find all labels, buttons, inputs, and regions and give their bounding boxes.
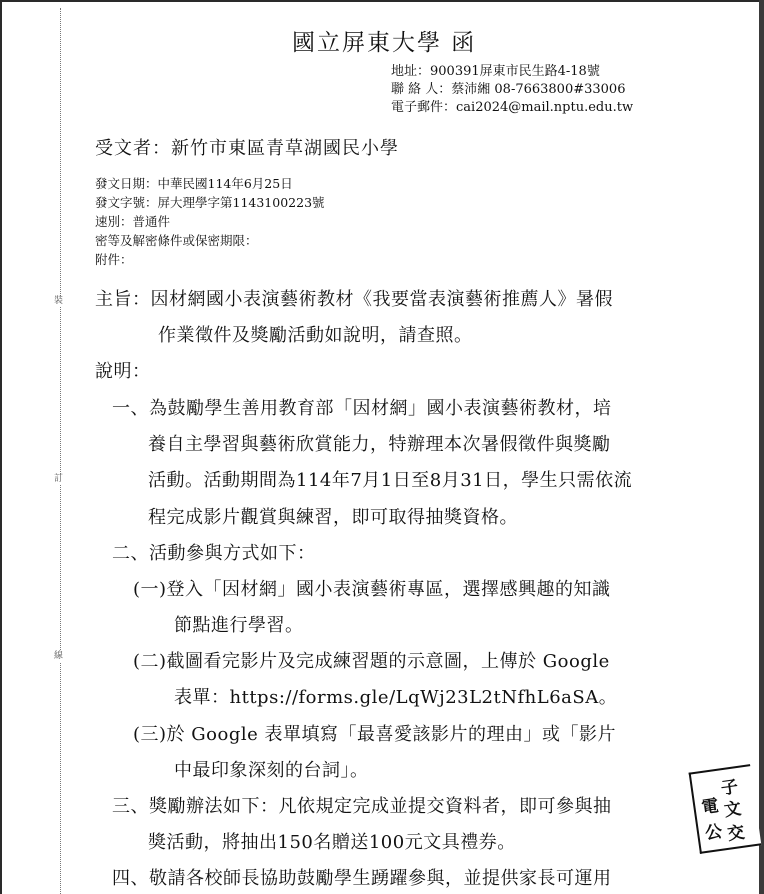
subitem-1-line-1: (一)登入「因材網」國小表演藝術專區，選擇感興趣的知識	[133, 579, 611, 600]
item-3-line-1: 三、獎勵辦法如下：凡依規定完成並提交資料者，即可參與抽	[112, 796, 612, 817]
item-2-heading: 二、活動參與方式如下：	[112, 543, 316, 564]
stamp-char: 文	[722, 798, 743, 822]
sender-address: 地址：900391屏東市民生路4-18號	[391, 64, 600, 79]
stamp-char: 電	[700, 795, 720, 819]
contact-person: 聯 絡 人：蔡沛緗 08-7663800#33006	[391, 82, 626, 97]
document-title: 國立屏東大學 函	[292, 30, 477, 56]
stamp-char: 交	[726, 822, 746, 845]
page-right-border	[759, 0, 764, 894]
subject-line-2: 作業徵件及獎勵活動如說明，請查照。	[158, 325, 473, 346]
explanation-label: 說明：	[95, 361, 151, 382]
item-1-line-1: 一、為鼓勵學生善用教育部「因材網」國小表演藝術教材，培	[112, 398, 612, 419]
page-left-border	[0, 0, 2, 894]
item-1-line-4: 程完成影片觀賞與練習，即可取得抽獎資格。	[148, 507, 518, 528]
delivery-speed: 速別：普通件	[95, 214, 171, 229]
item-3-line-2: 獎活動，將抽出150名贈送100元文具禮券。	[148, 832, 516, 853]
binding-mark-zhuang: 裝	[54, 296, 64, 306]
subitem-1-line-2: 節點進行學習。	[174, 615, 304, 636]
stamp-char: 公	[703, 821, 724, 844]
secrecy-level: 密等及解密條件或保密期限：	[95, 233, 258, 248]
binding-mark-ding: 訂	[54, 474, 64, 484]
subject-line-1: 主旨：因材網國小表演藝術教材《我要當表演藝術推薦人》暑假	[95, 289, 613, 310]
binding-dotted-line	[60, 8, 61, 894]
stamp-char: 子	[719, 777, 740, 800]
subitem-3-line-2: 中最印象深刻的台詞」。	[174, 760, 369, 781]
attachments: 附件：	[95, 252, 133, 267]
subitem-2-line-1: (二)截圖看完影片及完成練習題的示意圖，上傳於 Google	[133, 651, 610, 672]
contact-email: 電子郵件：cai2024@mail.nptu.edu.tw	[391, 100, 634, 115]
item-1-line-2: 養自主學習與藝術欣賞能力，特辦理本次暑假徵件與獎勵	[148, 434, 611, 455]
issue-date: 發文日期：中華民國114年6月25日	[95, 176, 293, 191]
document-number: 發文字號：屏大理學字第1143100223號	[95, 195, 325, 210]
item-4-line-1: 四、敬請各校師長協助鼓勵學生踴躍參與，並提供家長可運用	[112, 868, 612, 889]
page-top-border	[0, 0, 764, 2]
electronic-exchange-stamp	[689, 764, 762, 854]
item-1-line-3: 活動。活動期間為114年7月1日至8月31日，學生只需依流	[148, 470, 633, 491]
recipient: 受文者：新竹市東區青草湖國民小學	[95, 138, 399, 159]
subitem-3-line-1: (三)於 Google 表單填寫「最喜愛該影片的理由」或「影片	[133, 724, 616, 745]
binding-mark-xian: 線	[54, 651, 64, 661]
subitem-2-form-link[interactable]: 表單：https://forms.gle/LqWj23L2tNfhL6aSA。	[174, 687, 618, 708]
